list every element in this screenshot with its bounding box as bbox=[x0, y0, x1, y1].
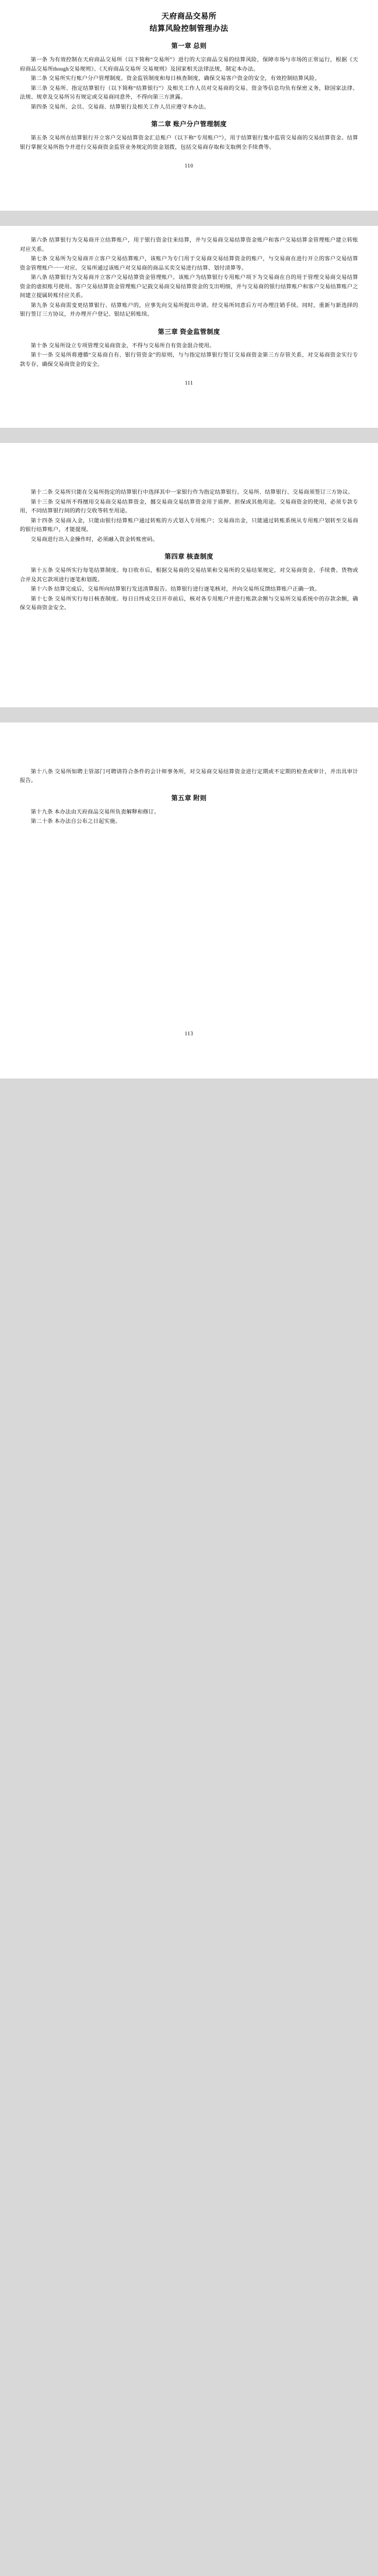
chapter-heading-4: 第四章 核查制度 bbox=[164, 553, 214, 560]
paragraph: 第二条 交易所实行账户分户管理制度。资金监管制度和每日核查制度，确保交易客户资金的安全，有效控制结算风险。 bbox=[30, 76, 320, 82]
paragraph: 第十九条 本办法由天府商品交易所负责解释和修订。 bbox=[30, 809, 160, 815]
paragraph: 第十条 交易所设立专项管理交易商资金，不得与交易所自有资金混合使用。 bbox=[30, 343, 215, 349]
document-title-line1: 天府商品交易所 bbox=[161, 12, 217, 20]
chapter-heading-3: 第三章 资金监管制度 bbox=[158, 328, 220, 336]
page-bottom-spacer bbox=[20, 614, 358, 701]
paragraph: 第二十条 本办法自公布之日起实施。 bbox=[30, 819, 121, 825]
paragraph: 第三条 交易所、指定结算银行（以下简称“结算银行”）及相关工作人员对交易商的交易、资金等信息均负有保密义务，除国家法律、法规、规章及交易所另有规定或交易商同意外，不得向第三方泄露。 bbox=[20, 85, 358, 100]
chapter-heading-1: 第一章 总则 bbox=[171, 43, 207, 50]
document-page-4 bbox=[0, 722, 378, 1078]
paragraph: 第十八条 交易所如聘主管部门可聘请符合条件的会计师事务所，对交易商交易结算资金进行定期或不定期的检查或审计，并出具审计报告。 bbox=[20, 769, 358, 784]
page-bottom-spacer bbox=[20, 387, 358, 422]
chapter-heading-5: 第五章 附则 bbox=[171, 794, 207, 802]
document-title-line2: 结算风险控制管理办法 bbox=[149, 24, 229, 33]
page-bottom-spacer bbox=[20, 828, 358, 1020]
paragraph: 第一条 为有效控制在天府商品交易所（以下简称“交易所”）进行的大宗商品交易的结算风险，保障市场与市场的正常运行，根据《天府商品交易所though交易规则》、《天府商品交易所 交易规则》及国家相关法律法规，制定本办法。 bbox=[20, 57, 358, 72]
page-number: 113 bbox=[184, 1030, 194, 1036]
paragraph: 第十四条 交易商入金，只能由银行结算账户通过转账的方式划入专用账户；交易商出金，只能通过转账系统从专用账户划转至交易商的银行结算账户，才能提现。 bbox=[20, 518, 358, 533]
page-number: 111 bbox=[184, 380, 194, 386]
document-page-1 bbox=[0, 0, 378, 211]
paragraph: 第十七条 交易所实行每日核查制度。每日日终成交日开市前后，核对各专用账户并进行账款余额与交易所交易系统中的存款余额，确保交易商资金安全。 bbox=[20, 596, 358, 611]
paragraph: 第八条 结算银行为交易商开立客户交易结算资金管理账户。该账户为结算银行专用账户项下为交易商在自的用于管理交易商交易结算资金的虚拟账号使用。客户交易结算资金管理账户记载交易商交易结算资金的支出明细，并与交易商的银行结算账户和客户交易结算账户之间建立提属转账付应关系。 bbox=[20, 275, 358, 299]
paragraph: 第九条 交易商需变更结算银行、结算账户的，应事先向交易所提出申请。经交易所同意后方可办理注销手续。同时，重新与新选择的银行签订三方协议，并办理开户登记、银结记转账续。 bbox=[20, 302, 358, 317]
page-gap bbox=[0, 211, 378, 226]
paragraph: 第十二条 交易所只能在交易所指定的结算银行中选择其中一家银行作为指定结算银行。交易所、结算银行、交易商须签订三方协议。 bbox=[30, 490, 354, 495]
page-bottom-spacer-2 bbox=[20, 1038, 358, 1073]
page-top-spacer bbox=[20, 733, 358, 768]
page-number: 110 bbox=[184, 163, 194, 169]
paragraph: 第六条 结算银行为交易商开立结算账户，用于银行资金往来结算，并与交易商交易结算资金账户和客户交易结算金管理账户建立转账对应关系。 bbox=[20, 238, 358, 253]
paragraph: 第十五条 交易所实行每笔结算制度。每日收市后，根据交易商的交易结果和交易所的交易结果规定，对交易商资金、手续费、货物或合并及其它款项进行逐笔和划拨。 bbox=[20, 568, 358, 583]
page-top-spacer bbox=[20, 453, 358, 488]
paragraph: 第五条 交易所在结算银行开立客户交易结算资金汇总账户（以下称“专用账户”），用于结算银行集中监管交易商的交易结算资金。结算银行掌握交易所指令并进行交易商资金监管业务规定的资金划拨，包括交易商存取和支取例全手续费等。 bbox=[20, 135, 358, 151]
page-gap bbox=[0, 707, 378, 722]
paragraph: 第十三条 交易所不得擅用交易商交易结算资金，挪交易商交易结算资金用于质押、担保或其他用途。交易商资金的使用，必须专款专用，不同结算银行间的跨行交收等转至用途。 bbox=[20, 499, 358, 514]
paragraph: 第七条 交易所为交易商开立客户交易结算账户，该账户为专门用于交易商交易结算资金的账户，与交易商在进行开立的客户交易结算资金管理账户一一对应。交易所通过该账户对交易商的商品买卖交易进行结算、划付清算等。 bbox=[20, 256, 358, 271]
document-page-2 bbox=[0, 226, 378, 428]
page-bottom-spacer bbox=[20, 170, 358, 205]
paragraph: 第十一条 交易所将遵循“交易商自有、银行管资金”的原则，与与指定结算银行签订交易商资金第三方存管关系，对交易商资金实行专款专存，确保交易商资金的安全。 bbox=[20, 352, 358, 368]
paragraph: 第十六条 结算完成后，交易所向结算银行发送清算报告。结算银行进行逐笔核对，并向交易所反馈结算账户正确一致。 bbox=[30, 587, 320, 592]
chapter-heading-2: 第二章 账户分户管理制度 bbox=[151, 121, 227, 128]
paragraph: 第四条 交易所、会员、交易商、结算银行及相关工作人员应遵守本办法。 bbox=[30, 104, 210, 110]
document-page-3 bbox=[0, 443, 378, 707]
paragraph: 交易商进行出入金操作时，必须融入资金转账密码。 bbox=[30, 536, 159, 543]
page-gap bbox=[0, 428, 378, 443]
